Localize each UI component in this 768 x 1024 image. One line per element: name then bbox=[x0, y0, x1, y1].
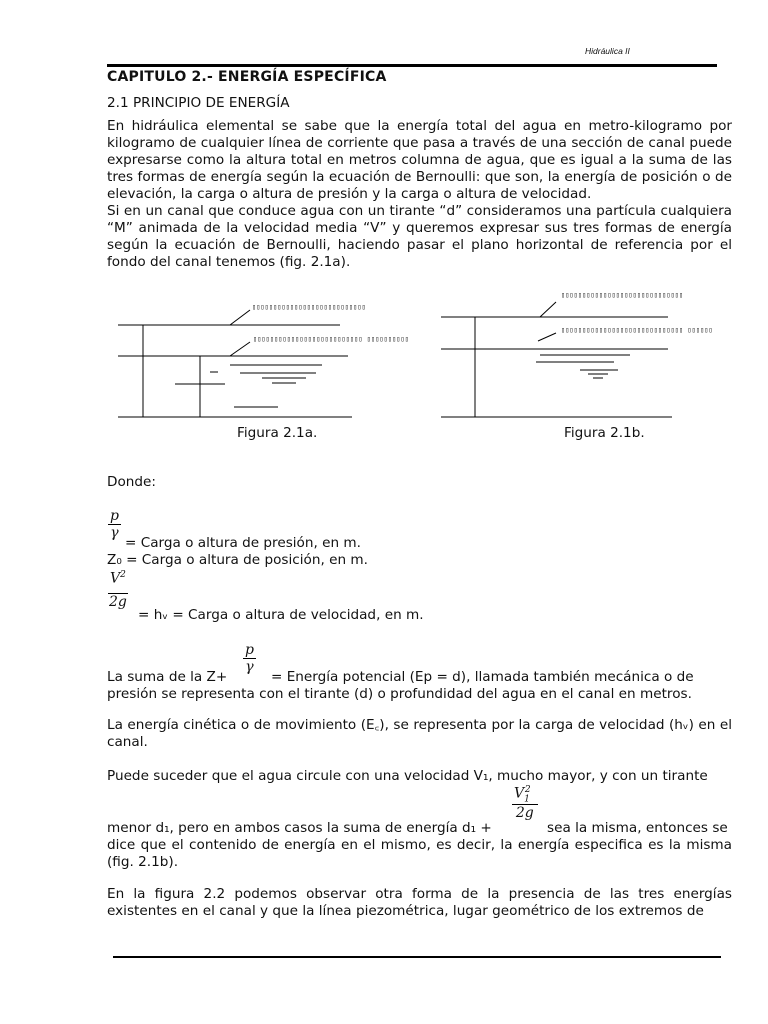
leader-a2 bbox=[230, 342, 250, 356]
paragraph-5-line-1: Puede suceder que el agua circule con una velocidad V₁, mucho mayor, y con un tirante bbox=[107, 768, 708, 784]
figure-a-label-1: ▯▯▯▯▯▯▯▯▯▯▯▯▯▯▯▯▯▯▯▯▯▯▯▯▯▯▯ bbox=[252, 303, 366, 311]
figure-b-label-1: ▯▯▯▯▯▯▯▯▯▯▯▯▯▯▯▯▯▯▯▯▯▯▯▯▯▯▯▯▯ bbox=[561, 291, 684, 299]
section-title: 2.1 PRINCIPIO DE ENERGÍA bbox=[107, 95, 290, 111]
fraction-numerator: V bbox=[514, 785, 525, 802]
paragraph-1: En hidráulica elemental se sabe que la energía total del agua en metro-kilogramo por kilogramo de cualquier línea de corriente que pasa a través de una sección de canal puede expresarse como la altura total en metros columna de agua, que es igual a la suma de las tres formas de energía según la ecuación de Bernoulli: que son, la energía de posición o de elevación, la carga o altura de presión y la carga o altura de velocidad. bbox=[107, 118, 732, 202]
fraction-numerator: p bbox=[110, 508, 119, 524]
figure-b-label-2: ▯▯▯▯▯▯▯▯▯▯▯▯▯▯▯▯▯▯▯▯▯▯▯▯▯▯▯▯▯ ▯▯▯▯▯▯ bbox=[561, 326, 713, 334]
definition-velocity-head: = hᵥ = Carga o altura de velocidad, en m. bbox=[138, 607, 424, 623]
paragraph-5-line-2-end: sea la misma, entonces se bbox=[547, 820, 728, 836]
paragraph-5-line-2-start: menor d₁, pero en ambos casos la suma de energía d₁ + bbox=[107, 820, 492, 836]
footer-rule bbox=[113, 956, 721, 958]
exponent: 2 bbox=[524, 785, 531, 795]
figure-2-1b bbox=[441, 302, 672, 417]
paragraph-3-start: La suma de la Z+ bbox=[107, 669, 228, 685]
paragraph-3-line-2: presión se representa con el tirante (d) o profundidad del agua en el canal en metros. bbox=[107, 686, 692, 702]
figure-caption-a: Figura 2.1a. bbox=[237, 425, 318, 441]
figure-2-1a bbox=[118, 310, 352, 417]
figure-caption-b: Figura 2.1b. bbox=[564, 425, 645, 441]
leader-a1 bbox=[230, 310, 250, 325]
fraction-p-over-gamma-inline bbox=[243, 642, 256, 675]
fraction-numerator: p bbox=[245, 642, 254, 658]
fraction-numerator: V bbox=[110, 570, 121, 587]
fraction-denominator: γ bbox=[110, 525, 119, 541]
donde-label: Donde: bbox=[107, 474, 156, 490]
fraction-denominator: γ bbox=[245, 659, 254, 675]
running-header: Hidráulica II bbox=[585, 46, 630, 56]
leader-b2 bbox=[538, 333, 556, 341]
paragraph-3-end: = Energía potencial (Ep = d), llamada también mecánica o de bbox=[271, 669, 694, 685]
header-rule bbox=[107, 64, 717, 67]
definition-pressure-head: = Carga o altura de presión, en m. bbox=[125, 535, 361, 551]
fraction-v2-over-2g bbox=[108, 570, 128, 610]
paragraph-6: En la figura 2.2 podemos observar otra forma de la presencia de las tres energías existentes en el canal y que la línea piezométrica, lugar geométrico de los extremos de bbox=[107, 886, 732, 919]
paragraph-4: La energía cinética o de movimiento (E꜀), se representa por la carga de velocidad (hᵥ) en el canal. bbox=[107, 717, 732, 750]
exponent: 2 bbox=[120, 570, 126, 580]
fraction-denominator: 2g bbox=[108, 593, 127, 610]
paragraph-5-rest: dice que el contenido de energía en el mismo, es decir, la energía especifica es la misma (fig. 2.1b). bbox=[107, 837, 732, 870]
paragraph-2: Si en un canal que conduce agua con un tirante “d” consideramos una partícula cualquiera “M” animada de la velocidad media “V” y queremos expresar sus tres formas de energía según la ecuación de Bernoulli, haciendo pasar el plano horizontal de referencia por el fondo del canal tenemos (fig. 2.1a). bbox=[107, 203, 732, 270]
definition-position-head: Z₀ = Carga o altura de posición, en m. bbox=[107, 552, 368, 568]
chapter-title: CAPITULO 2.- ENERGÍA ESPECÍFICA bbox=[107, 69, 387, 85]
figure-a-label-2: ▯▯▯▯▯▯▯▯▯▯▯▯▯▯▯▯▯▯▯▯▯▯▯▯▯▯ ▯▯▯▯▯▯▯▯▯▯ bbox=[253, 335, 409, 343]
leader-b1 bbox=[540, 302, 556, 317]
fraction-v1-squared-over-2g bbox=[512, 785, 538, 821]
fraction-p-over-gamma bbox=[108, 508, 121, 541]
subscript: 1 bbox=[524, 794, 530, 805]
fraction-denominator: 2g bbox=[515, 805, 534, 822]
